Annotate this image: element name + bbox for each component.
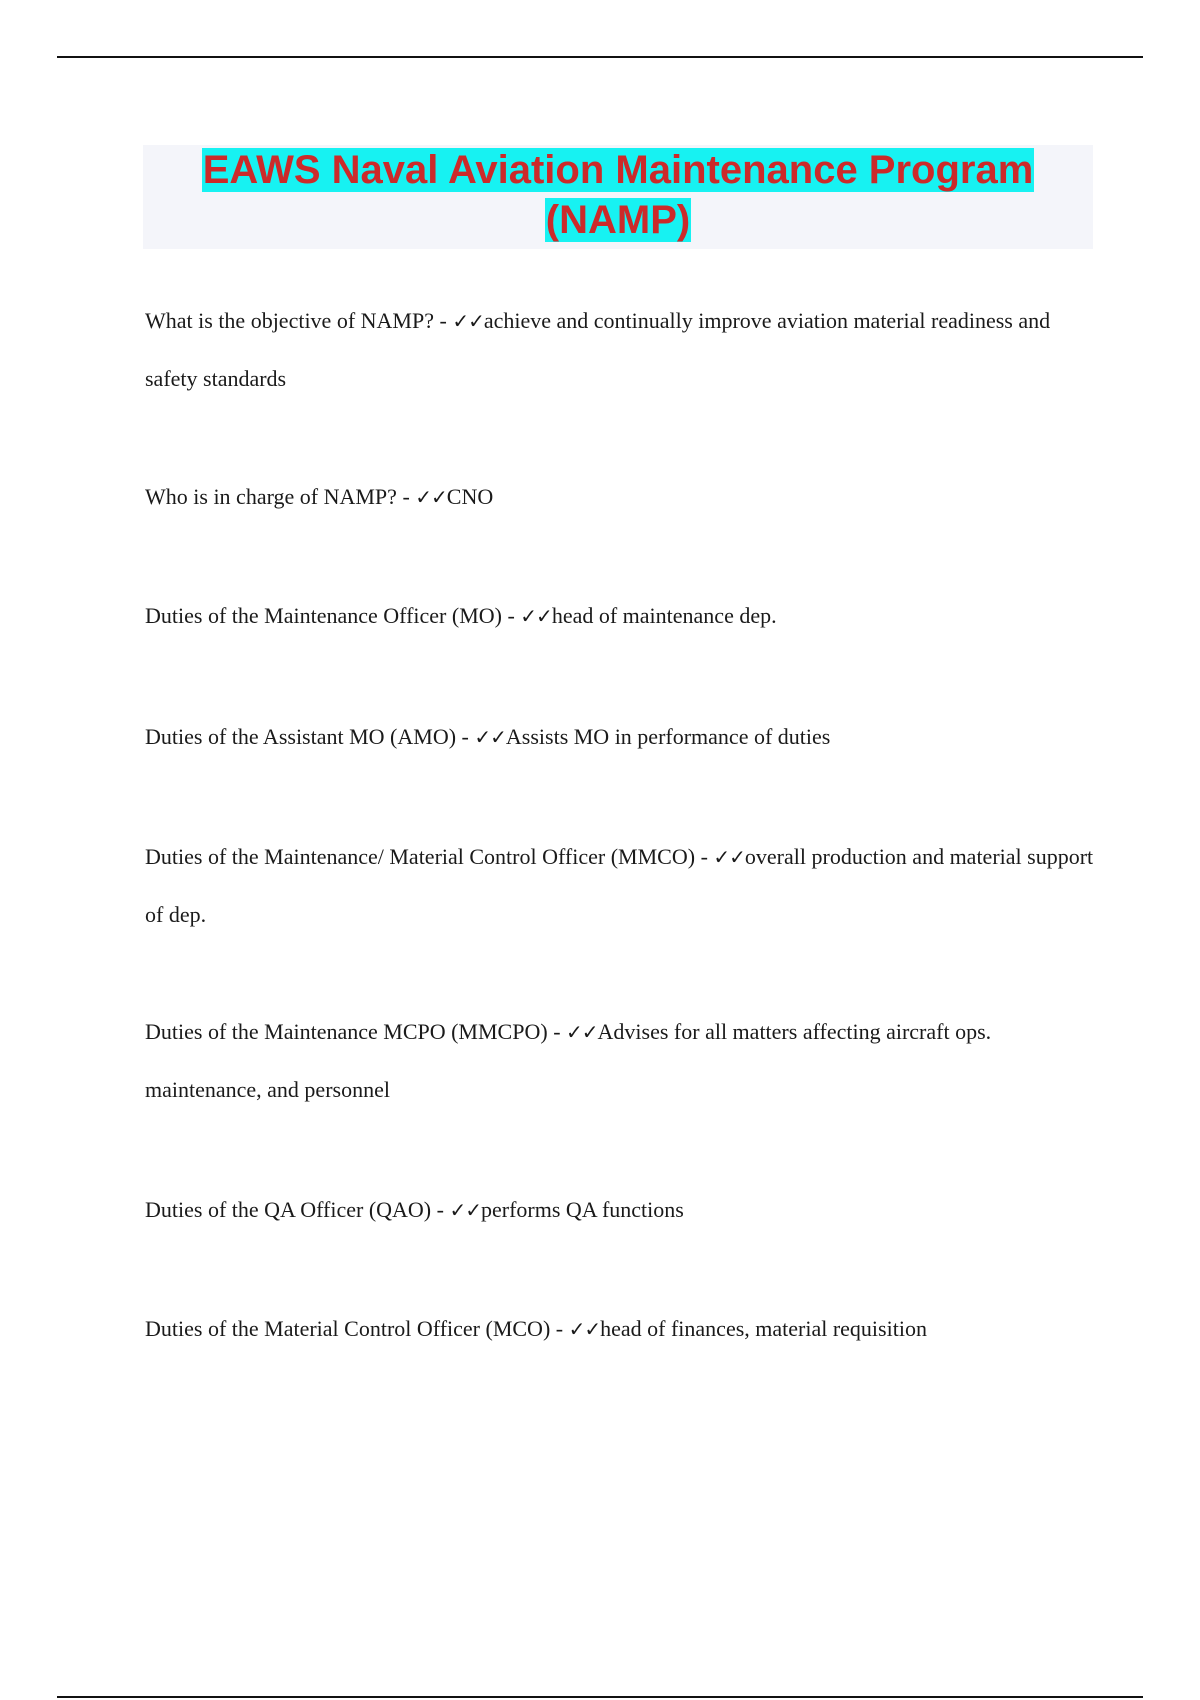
double-check-icon: ✓✓ <box>449 1198 481 1222</box>
double-check-icon: ✓✓ <box>520 604 552 628</box>
title-line-1: EAWS Naval Aviation Maintenance Program <box>202 148 1034 192</box>
double-check-icon: ✓✓ <box>452 309 484 333</box>
separator: - <box>547 1019 567 1044</box>
qa-item-mmco <box>145 828 1105 944</box>
qa-item-amo <box>145 708 1105 766</box>
question: Duties of the Material Control Officer (MCO) <box>145 1316 551 1341</box>
separator: - <box>501 603 521 628</box>
separator: - <box>434 308 453 333</box>
answer: overall production and material support of dep. <box>145 844 1094 927</box>
question: Duties of the Maintenance Officer (MO) <box>145 603 502 628</box>
separator: - <box>550 1316 569 1341</box>
separator: - <box>431 1197 450 1222</box>
qa-item-in-charge <box>145 468 1105 526</box>
separator: - <box>396 484 416 509</box>
qa-item-mmcpo <box>145 1003 1105 1119</box>
qa-item-mo <box>145 587 1105 645</box>
double-check-icon: ✓✓ <box>568 1317 601 1341</box>
qa-item-qao <box>145 1181 1105 1239</box>
title-line-2: (NAMP) <box>545 198 691 242</box>
answer: achieve and continually improve aviation material readiness and safety standards <box>145 308 1051 391</box>
header-rule <box>57 56 1143 58</box>
footer-rule <box>57 1696 1143 1698</box>
double-check-icon: ✓✓ <box>713 845 745 869</box>
separator: - <box>456 724 475 749</box>
question: Who is in charge of NAMP? <box>145 484 397 509</box>
qa-item-mco <box>145 1300 1105 1358</box>
question: Duties of the Maintenance/ Material Control Officer (MMCO) <box>145 844 696 869</box>
question: Duties of the QA Officer (QAO) <box>145 1197 432 1222</box>
double-check-icon: ✓✓ <box>566 1020 598 1044</box>
answer: head of finances, material requisition <box>600 1316 927 1341</box>
answer: CNO <box>446 484 494 509</box>
separator: - <box>695 844 714 869</box>
answer: Advises for all matters affecting aircraft ops. maintenance, and personnel <box>145 1019 992 1102</box>
answer: performs QA functions <box>480 1197 684 1222</box>
question: What is the objective of NAMP? <box>145 308 434 333</box>
qa-item-objective <box>145 292 1105 408</box>
answer: head of maintenance dep. <box>551 603 777 628</box>
answer: Assists MO in performance of duties <box>505 724 831 749</box>
question: Duties of the Maintenance MCPO (MMCPO) <box>145 1019 548 1044</box>
question: Duties of the Assistant MO (AMO) <box>145 724 457 749</box>
double-check-icon: ✓✓ <box>474 725 506 749</box>
double-check-icon: ✓✓ <box>415 485 447 509</box>
document-title <box>143 145 1093 249</box>
